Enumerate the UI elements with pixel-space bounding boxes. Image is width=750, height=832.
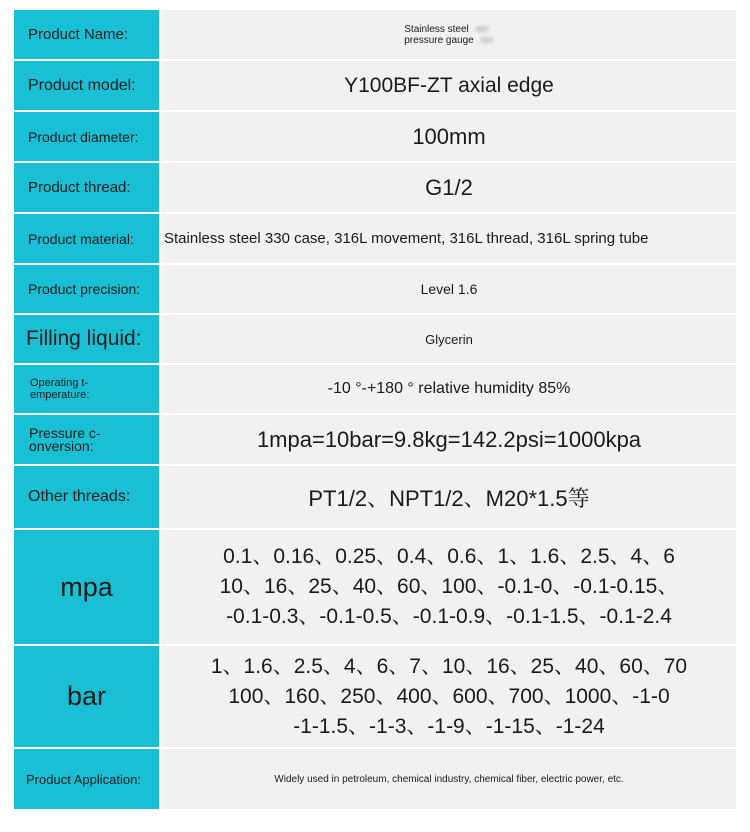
value-bar — [162, 646, 736, 747]
value-product-diameter: 100mm — [162, 112, 736, 161]
row-product-application — [14, 749, 736, 809]
label-product-diameter: Product diameter: — [14, 112, 159, 161]
label-other-threads: Other threads: — [14, 466, 159, 528]
value-filling-liquid: Glycerin — [162, 315, 736, 363]
value-product-precision: Level 1.6 — [162, 265, 736, 313]
row-operating-temperature — [14, 365, 736, 413]
row-mpa — [14, 530, 736, 644]
label-filling-liquid: Filling liquid: — [14, 315, 159, 363]
row-product-diameter — [14, 112, 736, 161]
blur-mark — [475, 26, 489, 32]
value-pressure-conversion: 1mpa=10bar=9.8kg=142.2psi=1000kpa — [162, 415, 736, 464]
label-bar: bar — [14, 646, 159, 747]
row-pressure-conversion — [14, 415, 736, 464]
value-operating-temperature: -10 °-+180 ° relative humidity 85% — [162, 365, 736, 413]
value-product-application: Widely used in petroleum, chemical industry, chemical fiber, electric power, etc. — [162, 749, 736, 809]
label-product-precision: Product precision: — [14, 265, 159, 313]
label-pressure-conversion-line2: onversion: — [29, 437, 94, 454]
bar-line: 100、160、250、400、600、700、1000、-1-0 — [228, 684, 670, 708]
label-product-material: Product material: — [14, 214, 159, 263]
mpa-line: 0.1、0.16、0.25、0.4、0.6、1、1.6、2.5、4、6 — [223, 545, 675, 568]
mpa-line: -0.1-0.3、-0.1-0.5、-0.1-0.9、-0.1-1.5、-0.1-2.4 — [226, 605, 672, 628]
label-product-thread: Product thread: — [14, 163, 159, 212]
blur-mark — [480, 37, 494, 43]
value-product-name-line1: Stainless steel — [404, 23, 469, 35]
value-product-material: Stainless steel 330 case, 316L movement, 316L thread, 316L spring tube — [162, 214, 736, 263]
label-product-name: Product Name: — [14, 10, 159, 59]
value-product-thread: G1/2 — [162, 163, 736, 212]
value-mpa — [162, 530, 736, 644]
label-pressure-conversion-line1: Pressure c- — [29, 424, 101, 441]
value-other-threads: PT1/2、NPT1/2、M20*1.5等 — [162, 466, 736, 528]
label-operating-temperature-line1: Operating t- — [30, 377, 89, 389]
row-product-model — [14, 61, 736, 110]
row-product-material — [14, 214, 736, 263]
row-product-thread — [14, 163, 736, 212]
row-product-precision — [14, 265, 736, 313]
label-product-model: Product model: — [14, 61, 159, 110]
value-product-name — [162, 10, 736, 59]
row-bar — [14, 646, 736, 747]
row-filling-liquid — [14, 315, 736, 363]
mpa-line: 10、16、25、40、60、100、-0.1-0、-0.1-0.15、 — [219, 575, 679, 598]
label-operating-temperature-line2: emperature: — [30, 389, 90, 401]
label-pressure-conversion — [14, 415, 159, 464]
value-product-model: Y100BF-ZT axial edge — [162, 61, 736, 110]
label-mpa: mpa — [14, 530, 159, 644]
row-product-name — [14, 10, 736, 59]
bar-line: -1-1.5、-1-3、-1-9、-1-15、-1-24 — [293, 714, 605, 738]
row-other-threads — [14, 466, 736, 528]
label-operating-temperature — [14, 365, 159, 413]
bar-line: 1、1.6、2.5、4、6、7、10、16、25、40、60、70 — [210, 654, 688, 678]
value-product-name-line2: pressure gauge — [404, 34, 474, 46]
label-product-application: Product Application: — [14, 749, 159, 809]
